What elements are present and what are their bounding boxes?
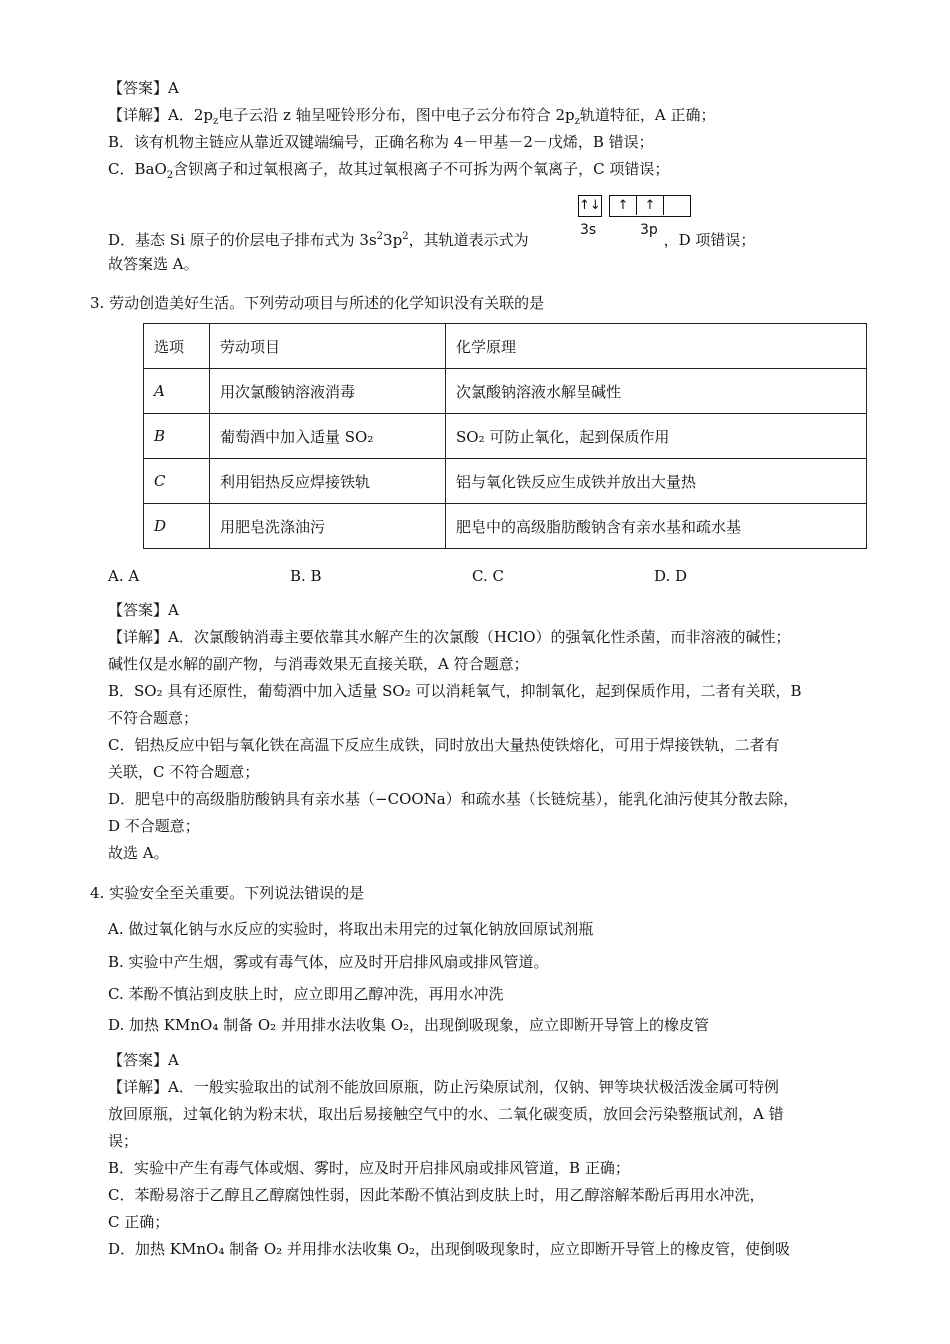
- q4-option-d[interactable]: D. 加热 KMnO₄ 制备 O₂ 并用排水法收集 O₂，出现倒吸现象，应立即断开导管上的橡皮管: [108, 1016, 710, 1034]
- q2-answer: 【答案】A: [108, 79, 179, 97]
- table-row: [144, 504, 867, 549]
- q3-explain-line: D．肥皂中的高级脂肪酸钠具有亲水基（−COONa）和疏水基（长链烷基），能乳化油污使其分散去除，: [108, 790, 799, 808]
- table-header-cell: 劳动项目: [210, 324, 446, 369]
- q3-stem: 3. 劳动创造美好生活。下列劳动项目与所述的化学知识没有关联的是: [90, 294, 545, 312]
- table-cell: 次氯酸钠溶液水解呈碱性: [446, 369, 867, 414]
- table-cell: B: [144, 414, 210, 459]
- q2-explain-c: C．BaO$_2$含钡离子和过氧根离子，故其过氧根离子不可拆为两个氧离子，C 项错误；: [108, 160, 670, 181]
- q2-explain-a: 【详解】A．$2p_z$电子云沿 z 轴呈哑铃形分布，图中电子云分布符合 $2p_z$轨道特征，A 正确；: [108, 106, 716, 127]
- table-cell: 铝与氧化铁反应生成铁并放出大量热: [446, 459, 867, 504]
- q4-explain-line: C 正确；: [108, 1213, 170, 1231]
- q3-explain-line: 不符合题意；: [108, 709, 199, 727]
- orbital-label-3p: 3p: [640, 222, 658, 238]
- orbital-label-3s: 3s: [580, 222, 597, 238]
- q3-answer: 【答案】A: [108, 601, 179, 619]
- choice-c[interactable]: C. C: [472, 567, 504, 585]
- table-cell: D: [144, 504, 210, 549]
- table-row: [144, 369, 867, 414]
- table-cell: A: [144, 369, 210, 414]
- orbital-3s-box: [578, 195, 602, 217]
- table-row: [144, 459, 867, 504]
- q2-conclusion: 故答案选 A。: [108, 255, 199, 273]
- table-cell: 用肥皂洗涤油污: [210, 504, 446, 549]
- q3-choices: [108, 565, 836, 587]
- table-cell: SO₂ 可防止氧化，起到保质作用: [446, 414, 867, 459]
- table-header-row: [144, 324, 867, 369]
- table-cell: 用次氯酸钠溶液消毒: [210, 369, 446, 414]
- q4-explain-line: 【详解】A．一般实验取出的试剂不能放回原瓶，防止污染原试剂，仅钠、钾等块状极活泼金属可特例: [108, 1078, 779, 1096]
- q3-explain-line: C．铝热反应中铝与氧化铁在高温下反应生成铁，同时放出大量热使铁熔化，可用于焊接铁轨，二者有: [108, 736, 780, 754]
- q2-explain-d: D．基态 Si 原子的价层电子排布式为 $3s^23p^2$，其轨道表示式为 ，D 项错误；: [108, 231, 756, 249]
- q4-explain-line: B．实验中产生有毒气体或烟、雾时，应及时开启排风扇或排风管道，B 正确；: [108, 1159, 630, 1177]
- table-row: [144, 414, 867, 459]
- orbital-3s-cell: ↑↓: [579, 198, 601, 213]
- q3-explain-line: 【详解】A．次氯酸钠消毒主要依靠其水解产生的次氯酸（HClO）的强氧化性杀菌，而非溶液的碱性；: [108, 628, 791, 646]
- q4-answer: 【答案】A: [108, 1051, 179, 1069]
- table-cell: 肥皂中的高级脂肪酸钠含有亲水基和疏水基: [446, 504, 867, 549]
- q3-table: [143, 323, 867, 549]
- orbital-3p-cell-2: ↑: [637, 196, 664, 215]
- q4-option-a[interactable]: A. 做过氧化钠与水反应的实验时，将取出未用完的过氧化钠放回原试剂瓶: [108, 920, 594, 938]
- q3-explain-line: D 不合题意；: [108, 817, 200, 835]
- q4-stem: 4. 实验安全至关重要。下列说法错误的是: [90, 884, 365, 902]
- q3-explain-line: 故选 A。: [108, 844, 169, 862]
- table-header-cell: 选项: [144, 324, 210, 369]
- orbital-3p-cell-1: ↑: [610, 196, 637, 215]
- table-header-cell: 化学原理: [446, 324, 867, 369]
- q2-explain-b: B．该有机物主链应从靠近双键端编号，正确名称为 4－甲基－2－戊烯，B 错误；: [108, 133, 654, 151]
- table-cell: 葡萄酒中加入适量 SO₂: [210, 414, 446, 459]
- q4-option-c[interactable]: C. 苯酚不慎沾到皮肤上时，应立即用乙醇冲洗，再用水冲洗: [108, 985, 504, 1003]
- q3-explain-line: 碱性仅是水解的副产物，与消毒效果无直接关联，A 符合题意；: [108, 655, 529, 673]
- orbital-3p-cell-3: [664, 196, 690, 215]
- orbital-3p-box: [609, 195, 691, 217]
- q3-explain-line: 关联，C 不符合题意；: [108, 763, 260, 781]
- q4-explain-line: C．苯酚易溶于乙醇且乙醇腐蚀性弱，因此苯酚不慎沾到皮肤上时，用乙醇溶解苯酚后再用水冲洗，: [108, 1186, 765, 1204]
- choice-d[interactable]: D. D: [654, 567, 688, 585]
- q4-explain-line: 放回原瓶，过氧化钠为粉末状，取出后易接触空气中的水、二氧化碳变质，放回会污染整瓶试剂，A 错: [108, 1105, 784, 1123]
- choice-b[interactable]: B. B: [290, 567, 322, 585]
- q4-option-b[interactable]: B. 实验中产生烟，雾或有毒气体，应及时开启排风扇或排风管道。: [108, 953, 549, 971]
- q4-explain-line: 误；: [108, 1132, 139, 1150]
- q4-explain-line: D．加热 KMnO₄ 制备 O₂ 并用排水法收集 O₂，出现倒吸现象时，应立即断开导管上的橡皮管，使倒吸: [108, 1240, 791, 1258]
- choice-a[interactable]: A. A: [108, 567, 140, 585]
- table-cell: 利用铝热反应焊接铁轨: [210, 459, 446, 504]
- q3-explain-line: B．SO₂ 具有还原性，葡萄酒中加入适量 SO₂ 可以消耗氧气，抑制氧化，起到保质作用，二者有关联，B: [108, 682, 802, 700]
- table-cell: C: [144, 459, 210, 504]
